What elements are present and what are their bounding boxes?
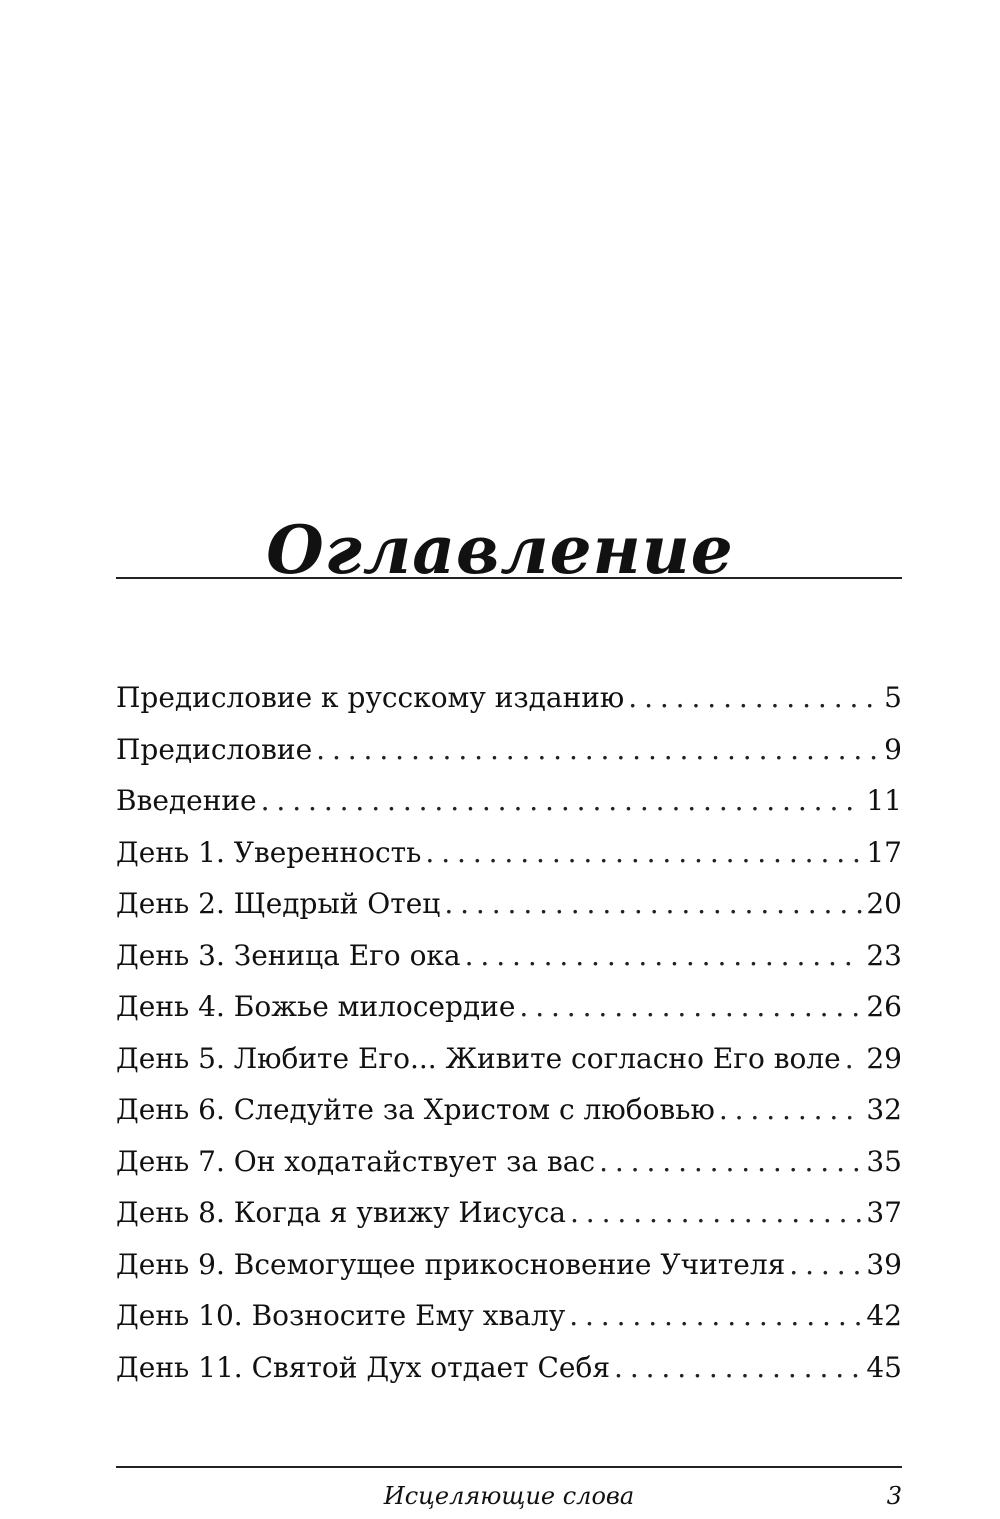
table-of-contents <box>116 672 902 1393</box>
toc-entry-label: Предисловие <box>116 732 313 766</box>
toc-entry-label: День 1. Уверенность <box>116 835 422 869</box>
toc-entry-page: 35 <box>866 1144 902 1178</box>
toc-entry <box>116 1187 902 1239</box>
dot-leader <box>789 1239 862 1291</box>
toc-entry <box>116 1084 902 1136</box>
toc-entry-label: День 6. Следуйте за Христом с любовью <box>116 1093 715 1126</box>
running-title: Исцеляющие слова <box>383 1482 635 1510</box>
dot-leader <box>316 724 880 776</box>
toc-entry-page: 37 <box>866 1196 902 1229</box>
toc-entry <box>116 827 902 879</box>
toc-entry-label: День 2. Щедрый Отец <box>116 887 441 920</box>
toc-entry-page: 5 <box>884 681 902 714</box>
dot-leader <box>519 981 862 1033</box>
toc-entry-page: 23 <box>866 938 902 972</box>
toc-entry-label: День 10. Возносите Ему хвалу <box>116 1299 566 1332</box>
dot-leader <box>719 1084 863 1136</box>
toc-entry <box>116 1136 902 1188</box>
toc-entry-label: Предисловие к русскому изданию <box>116 681 625 714</box>
toc-entry-page: 42 <box>866 1299 902 1332</box>
toc-entry-label: День 5. Любите Его... Живите согласно Его воле <box>116 1041 841 1075</box>
page-title: Оглавление <box>266 511 734 590</box>
dot-leader <box>465 930 863 982</box>
dot-leader <box>444 878 862 930</box>
toc-entry <box>116 981 902 1033</box>
toc-entry <box>116 878 902 930</box>
dot-leader <box>570 1187 862 1239</box>
dot-leader <box>425 827 862 879</box>
footer-divider <box>116 1466 902 1468</box>
page-footer <box>116 1476 902 1516</box>
toc-entry-label: День 11. Святой Дух отдает Себя <box>116 1350 611 1384</box>
toc-entry-label: День 3. Зеница Его ока <box>116 938 461 972</box>
toc-entry <box>116 930 902 982</box>
toc-entry <box>116 775 902 827</box>
toc-entry <box>116 724 902 776</box>
toc-entry-page: 9 <box>884 732 902 766</box>
toc-entry-page: 20 <box>866 887 902 920</box>
toc-entry-label: День 9. Всемогущее прикосновение Учителя <box>116 1247 786 1281</box>
page-number: 3 <box>886 1482 902 1510</box>
toc-entry <box>116 672 902 724</box>
title-divider <box>116 577 902 579</box>
dot-leader <box>261 775 863 827</box>
toc-entry-page: 17 <box>866 835 902 869</box>
toc-entry <box>116 1342 902 1394</box>
toc-entry-label: Введение <box>116 784 257 817</box>
toc-entry-label: День 7. Он ходатайствует за вас <box>116 1144 596 1178</box>
toc-entry-page: 11 <box>866 784 902 817</box>
toc-entry-page: 45 <box>866 1350 902 1384</box>
toc-entry-page: 29 <box>866 1041 902 1075</box>
toc-entry-label: День 4. Божье милосердие <box>116 990 516 1023</box>
dot-leader <box>599 1136 862 1188</box>
toc-entry <box>116 1290 902 1342</box>
toc-entry-label: День 8. Когда я увижу Иисуса <box>116 1196 566 1229</box>
toc-entry-page: 39 <box>866 1247 902 1281</box>
toc-entry-page: 26 <box>866 990 902 1023</box>
dot-leader <box>845 1033 863 1085</box>
toc-entry-page: 32 <box>866 1093 902 1126</box>
dot-leader <box>614 1342 862 1394</box>
toc-entry <box>116 1239 902 1291</box>
dot-leader <box>569 1290 862 1342</box>
dot-leader <box>628 672 880 724</box>
toc-entry <box>116 1033 902 1085</box>
